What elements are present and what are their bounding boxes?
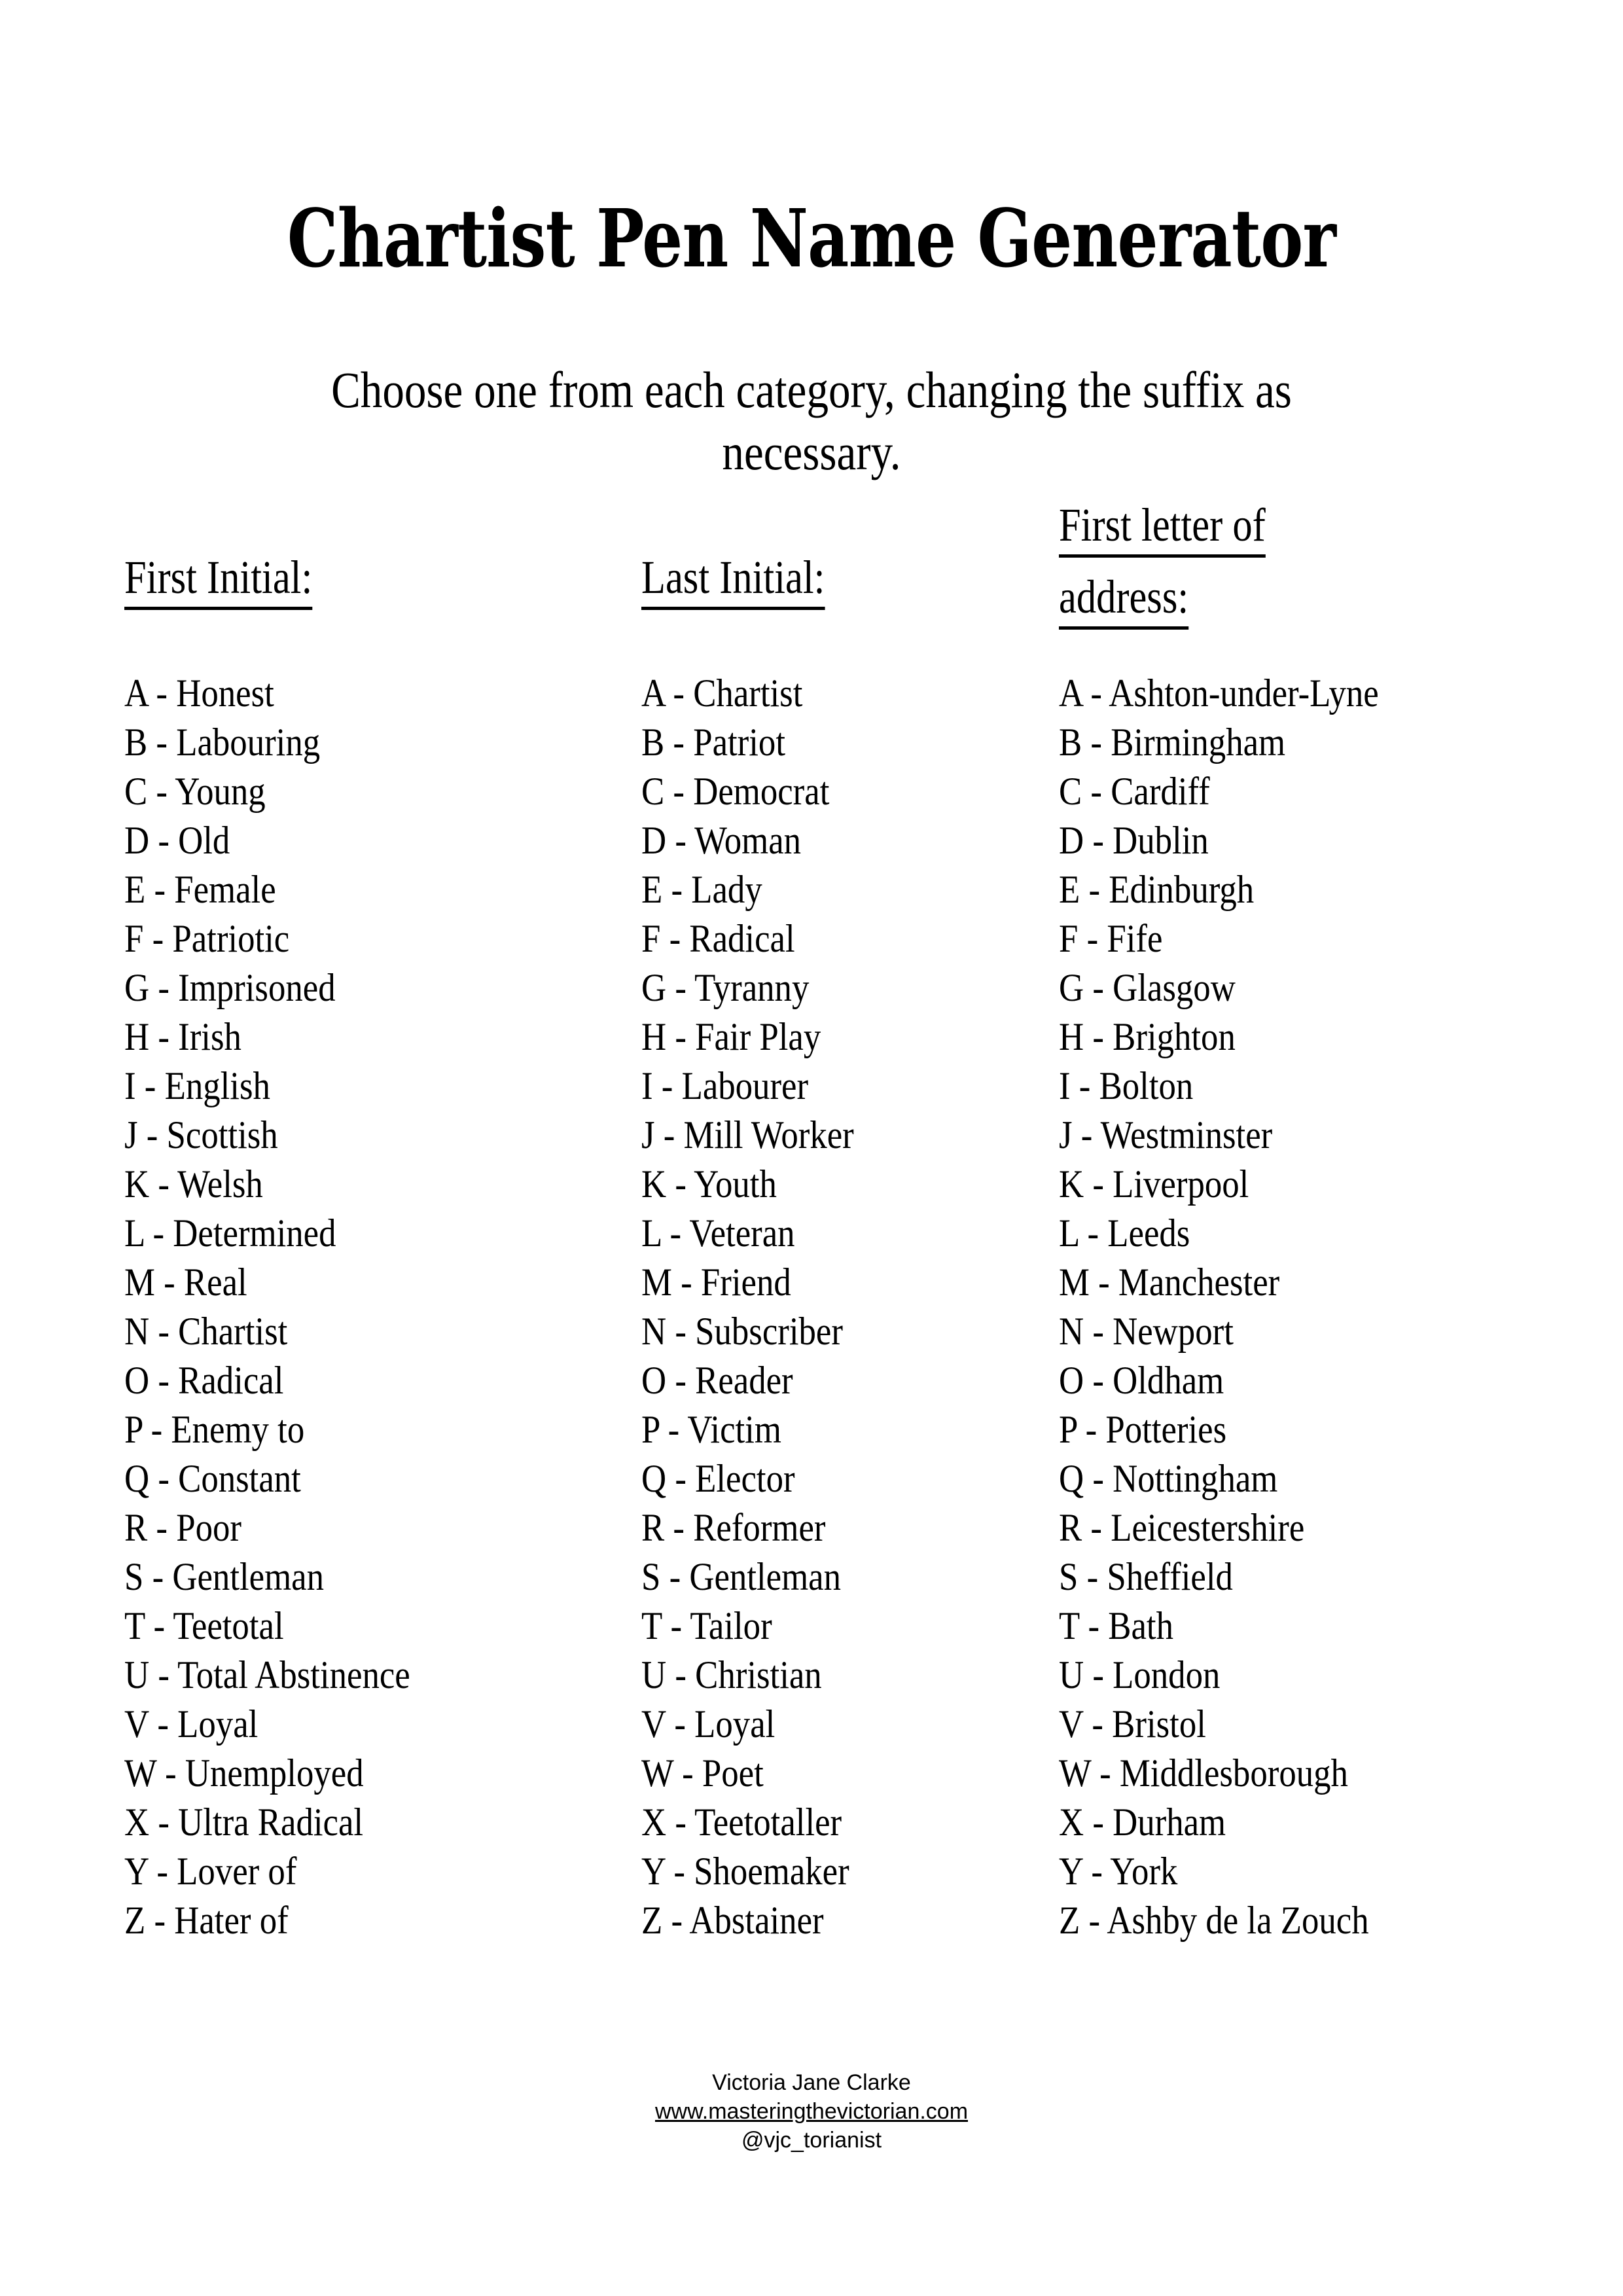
list-item <box>641 1160 883 1209</box>
entry-list-first-initial <box>124 669 449 1945</box>
list-item <box>124 1454 449 1503</box>
list-item-label: R - Leicestershire <box>1059 1506 1305 1549</box>
list-item-label: S - Sheffield <box>1059 1555 1233 1598</box>
list-item-label: V - Loyal <box>124 1702 259 1746</box>
list-item-label: Z - Ashby de la Zouch <box>1059 1899 1369 1942</box>
list-item-label: J - Scottish <box>124 1113 278 1157</box>
list-item <box>1059 718 1422 767</box>
list-item <box>1059 1602 1422 1651</box>
list-item <box>124 1700 449 1749</box>
list-item <box>641 1405 883 1454</box>
entry-list-first-letter-of-address <box>1059 669 1422 1945</box>
list-item <box>124 1847 449 1896</box>
list-item <box>1059 1013 1422 1062</box>
list-item-label: A - Honest <box>124 672 274 715</box>
list-item-label: Q - Elector <box>641 1457 795 1500</box>
list-item <box>124 1209 449 1258</box>
list-item <box>124 1356 449 1405</box>
list-item-label: W - Poet <box>641 1751 764 1795</box>
list-item <box>124 1307 449 1356</box>
list-item-label: I - Labourer <box>641 1064 809 1107</box>
list-item <box>124 1111 449 1160</box>
list-item-label: Y - York <box>1059 1850 1178 1893</box>
list-item <box>124 1896 449 1945</box>
list-item-label: D - Old <box>124 819 230 862</box>
footer-social-handle: @vjc_torianist <box>741 2128 882 2153</box>
list-item <box>1059 816 1422 865</box>
list-item <box>641 1062 883 1111</box>
list-item <box>1059 1798 1422 1847</box>
list-item <box>641 1847 883 1896</box>
list-item-label: K - Welsh <box>124 1162 263 1206</box>
list-item-label: L - Veteran <box>641 1211 795 1255</box>
page-subtitle: Choose one from each category, changing the suffix as necessary. <box>331 361 1292 481</box>
column-header-text: address: <box>1059 569 1188 630</box>
list-item-label: E - Lady <box>641 868 762 911</box>
list-item <box>641 816 883 865</box>
column-header-text: Last Initial: <box>641 550 825 610</box>
list-item-label: V - Loyal <box>641 1702 776 1746</box>
list-item <box>1059 1651 1422 1700</box>
list-item-label: H - Brighton <box>1059 1015 1236 1058</box>
list-item <box>1059 1700 1422 1749</box>
list-item-label: D - Woman <box>641 819 802 862</box>
list-item-label: F - Fife <box>1059 917 1163 960</box>
list-item-label: O - Radical <box>124 1359 284 1402</box>
list-item <box>1059 1062 1422 1111</box>
list-item-label: T - Bath <box>1059 1604 1174 1647</box>
column-header-block-last-initial <box>641 550 860 610</box>
column-header-text: First Initial: <box>124 550 312 610</box>
list-item <box>641 914 883 963</box>
list-item-label: S - Gentleman <box>641 1555 842 1598</box>
list-item-label: H - Irish <box>124 1015 241 1058</box>
list-item <box>641 1111 883 1160</box>
list-item-label: H - Fair Play <box>641 1015 821 1058</box>
list-item <box>1059 1356 1422 1405</box>
list-item <box>641 1013 883 1062</box>
list-item <box>124 1062 449 1111</box>
list-item-label: O - Reader <box>641 1359 793 1402</box>
list-item <box>641 1896 883 1945</box>
column-header-first-letter-of-address-line2 <box>1059 569 1305 630</box>
list-item-label: J - Mill Worker <box>641 1113 854 1157</box>
list-item-label: G - Imprisoned <box>124 966 336 1009</box>
list-item-label: L - Leeds <box>1059 1211 1190 1255</box>
list-item-label: M - Real <box>124 1261 247 1304</box>
footer <box>0 2068 1623 2155</box>
list-item <box>1059 1552 1422 1602</box>
list-item-label: X - Teetotaller <box>641 1801 842 1844</box>
list-item <box>124 718 449 767</box>
list-item-label: E - Edinburgh <box>1059 868 1255 911</box>
list-item <box>641 1700 883 1749</box>
list-item-label: L - Determined <box>124 1211 336 1255</box>
list-item-label: P - Potteries <box>1059 1408 1227 1451</box>
list-item <box>1059 669 1422 718</box>
column-header-first-initial <box>124 550 348 610</box>
column-header-first-letter-of-address-line1 <box>1059 497 1305 558</box>
list-item-label: T - Tailor <box>641 1604 772 1647</box>
list-item-label: R - Poor <box>124 1506 241 1549</box>
list-item <box>124 1258 449 1307</box>
list-item <box>124 1749 449 1798</box>
list-item <box>641 1503 883 1552</box>
list-item <box>1059 1847 1422 1896</box>
list-item-label: B - Birmingham <box>1059 721 1286 764</box>
list-item-label: N - Newport <box>1059 1310 1234 1353</box>
list-item-label: M - Friend <box>641 1261 791 1304</box>
list-item-label: Q - Nottingham <box>1059 1457 1278 1500</box>
list-item <box>124 963 449 1013</box>
list-item-label: U - Total Abstinence <box>124 1653 410 1696</box>
list-item-label: U - Christian <box>641 1653 822 1696</box>
list-item <box>1059 767 1422 816</box>
list-item <box>641 718 883 767</box>
list-item-label: G - Tyranny <box>641 966 810 1009</box>
list-item-label: X - Ultra Radical <box>124 1801 364 1844</box>
list-item <box>124 1602 449 1651</box>
list-item <box>1059 1111 1422 1160</box>
list-item-label: U - London <box>1059 1653 1221 1696</box>
list-item-label: B - Labouring <box>124 721 321 764</box>
list-item-label: V - Bristol <box>1059 1702 1206 1746</box>
list-item <box>124 1160 449 1209</box>
list-item <box>124 669 449 718</box>
list-item-label: K - Youth <box>641 1162 777 1206</box>
list-item <box>124 1798 449 1847</box>
list-item-label: Q - Constant <box>124 1457 301 1500</box>
list-item <box>1059 1503 1422 1552</box>
list-item <box>1059 1209 1422 1258</box>
list-item-label: G - Glasgow <box>1059 966 1236 1009</box>
list-item-label: M - Manchester <box>1059 1261 1280 1304</box>
list-item-label: O - Oldham <box>1059 1359 1224 1402</box>
list-item-label: W - Middlesborough <box>1059 1751 1348 1795</box>
list-item <box>641 1651 883 1700</box>
list-item-label: Y - Lover of <box>124 1850 297 1893</box>
list-item <box>1059 865 1422 914</box>
list-item <box>124 816 449 865</box>
list-item <box>124 767 449 816</box>
list-item <box>124 1552 449 1602</box>
list-item-label: Z - Hater of <box>124 1899 289 1942</box>
list-item-label: B - Patriot <box>641 721 785 764</box>
list-item <box>641 865 883 914</box>
list-item <box>641 1454 883 1503</box>
list-item <box>124 1013 449 1062</box>
list-item <box>641 1602 883 1651</box>
footer-author: Victoria Jane Clarke <box>712 2070 911 2095</box>
column-header-block-first-initial <box>124 550 348 610</box>
column-header-text: First letter of <box>1059 497 1266 558</box>
list-item-label: A - Ashton-under-Lyne <box>1059 672 1379 715</box>
list-item <box>124 1503 449 1552</box>
list-item-label: C - Young <box>124 770 266 813</box>
list-item-label: C - Democrat <box>641 770 830 813</box>
entry-list-last-initial <box>641 669 883 1945</box>
list-item <box>1059 1454 1422 1503</box>
column-header-last-initial <box>641 550 860 610</box>
list-item-label: I - English <box>124 1064 270 1107</box>
list-item <box>641 1258 883 1307</box>
list-item <box>124 865 449 914</box>
list-item-label: P - Enemy to <box>124 1408 305 1451</box>
list-item-label: N - Chartist <box>124 1310 288 1353</box>
footer-website-link[interactable]: www.masteringthevictorian.com <box>654 2099 969 2125</box>
list-item-label: Z - Abstainer <box>641 1899 824 1942</box>
list-item <box>1059 1307 1422 1356</box>
list-item-label: P - Victim <box>641 1408 781 1451</box>
list-item <box>124 1405 449 1454</box>
list-item-label: X - Durham <box>1059 1801 1226 1844</box>
list-item <box>641 1749 883 1798</box>
list-item-label: N - Subscriber <box>641 1310 843 1353</box>
list-item <box>641 1552 883 1602</box>
list-item <box>641 963 883 1013</box>
list-item-label: C - Cardiff <box>1059 770 1210 813</box>
list-item-label: W - Unemployed <box>124 1751 364 1795</box>
list-item <box>1059 1258 1422 1307</box>
list-item <box>641 669 883 718</box>
list-item-label: I - Bolton <box>1059 1064 1194 1107</box>
list-item <box>1059 914 1422 963</box>
list-item <box>124 914 449 963</box>
list-item <box>1059 1749 1422 1798</box>
list-item <box>1059 1405 1422 1454</box>
list-item-label: R - Reformer <box>641 1506 826 1549</box>
list-item <box>641 1307 883 1356</box>
column-header-block-first-letter-of-address <box>1059 497 1305 630</box>
list-item <box>1059 963 1422 1013</box>
list-item <box>124 1651 449 1700</box>
list-item <box>1059 1896 1422 1945</box>
list-item-label: D - Dublin <box>1059 819 1209 862</box>
list-item-label: S - Gentleman <box>124 1555 325 1598</box>
list-item <box>641 1356 883 1405</box>
list-item <box>641 767 883 816</box>
list-item <box>641 1209 883 1258</box>
list-item-label: T - Teetotal <box>124 1604 284 1647</box>
page-title: Chartist Pen Name Generator <box>287 190 1336 285</box>
list-item-label: E - Female <box>124 868 276 911</box>
list-item-label: K - Liverpool <box>1059 1162 1249 1206</box>
list-item <box>1059 1160 1422 1209</box>
list-item-label: A - Chartist <box>641 672 803 715</box>
list-item-label: F - Radical <box>641 917 795 960</box>
list-item-label: J - Westminster <box>1059 1113 1273 1157</box>
list-item <box>641 1798 883 1847</box>
list-item-label: Y - Shoemaker <box>641 1850 849 1893</box>
list-item-label: F - Patriotic <box>124 917 290 960</box>
